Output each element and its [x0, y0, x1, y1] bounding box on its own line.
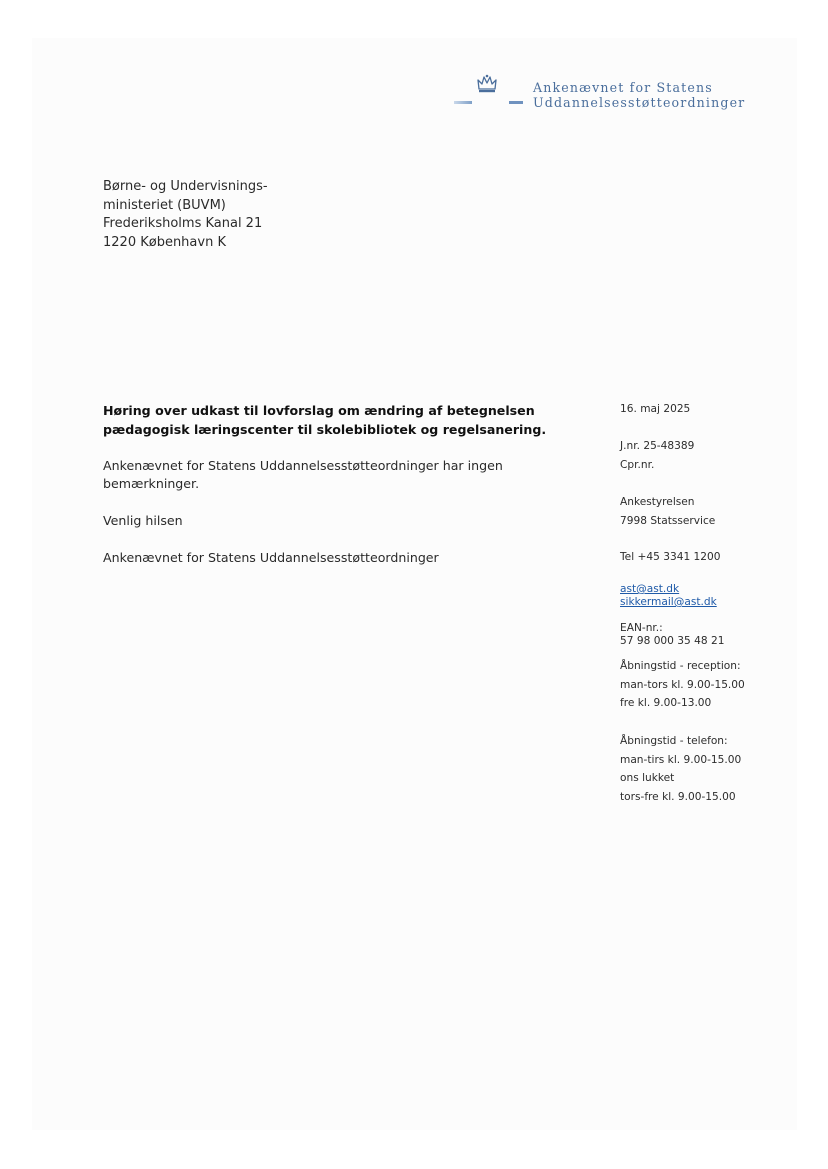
email-link[interactable]: ast@ast.dk: [620, 583, 680, 595]
letterhead-logo: [452, 74, 792, 114]
phone-number: Tel +45 3341 1200: [620, 551, 721, 563]
case-reference: [620, 437, 694, 474]
letter-subject: [103, 401, 546, 439]
subject-line-1: Høring over udkast til lovforslag om ændring af betegnelsen: [103, 403, 535, 418]
ean-block: [620, 622, 724, 647]
letter-date: 16. maj 2025: [620, 403, 691, 415]
phone-hours-line-1: man-tirs kl. 9.00-15.00: [620, 753, 742, 766]
logo-bar-left: [454, 101, 472, 104]
letterhead-title: [533, 80, 745, 110]
letter-greeting: Venlig hilsen: [103, 513, 183, 528]
sender-address: [620, 493, 715, 530]
ean-label: EAN-nr.:: [620, 622, 663, 634]
phone-hours-line-3: tors-fre kl. 9.00-15.00: [620, 790, 736, 803]
reception-hours-title: Åbningstid - reception:: [620, 660, 741, 672]
recipient-line-3: Frederiksholms Kanal 21: [103, 216, 263, 231]
reception-hours-line-1: man-tors kl. 9.00-15.00: [620, 678, 745, 691]
phone-hours-title: Åbningstid - telefon:: [620, 735, 728, 747]
reception-hours-line-2: fre kl. 9.00-13.00: [620, 697, 712, 709]
subject-line-2: pædagogisk læringscenter til skolebibliotek og regelsanering.: [103, 422, 547, 437]
letter-signature: Ankenævnet for Statens Uddannelsesstøtteordninger: [103, 550, 439, 565]
journal-number: J.nr. 25-48389: [620, 440, 695, 452]
secure-email-link[interactable]: sikkermail@ast.dk: [620, 596, 717, 608]
sender-org-name: Ankestyrelsen: [620, 496, 695, 508]
logo-bar-right: [509, 101, 523, 104]
ean-value: 57 98 000 35 48 21: [620, 634, 725, 647]
letterhead-title-line-2: Uddannelsesstøtteordninger: [533, 95, 746, 110]
letter-paragraph: Ankenævnet for Statens Uddannelsesstøtteordninger har ingen bemærkninger.: [103, 458, 503, 491]
reception-hours: [620, 657, 745, 713]
letterhead-title-line-1: Ankenævnet for Statens: [533, 80, 713, 95]
recipient-address: [103, 178, 268, 252]
recipient-line-1: Børne- og Undervisnings-: [103, 179, 268, 194]
cpr-number: Cpr.nr.: [620, 458, 655, 471]
recipient-line-2: ministeriet (BUVM): [103, 197, 226, 213]
crown-icon: [476, 74, 498, 94]
email-links: [620, 583, 717, 609]
phone-hours: [620, 732, 741, 806]
phone-hours-line-2: ons lukket: [620, 772, 675, 784]
sender-org-address: 7998 Statsservice: [620, 514, 716, 527]
recipient-line-4: 1220 København K: [103, 234, 226, 250]
